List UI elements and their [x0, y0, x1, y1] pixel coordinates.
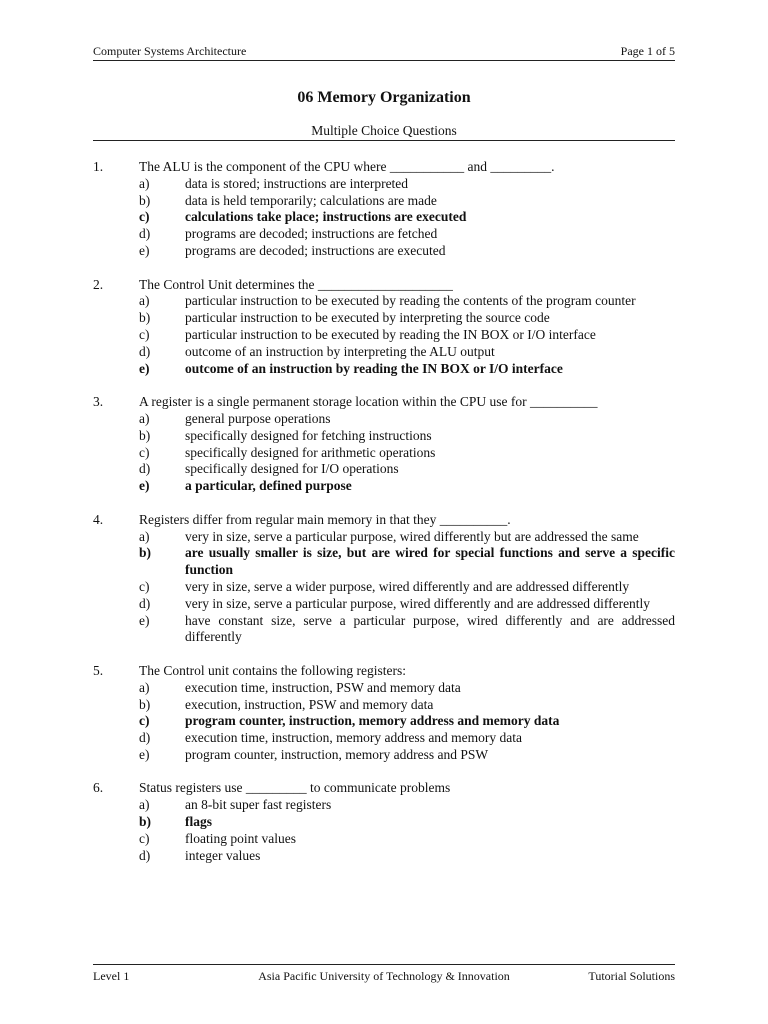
option-text: data is stored; instructions are interpreted [185, 175, 409, 191]
option-letter: e) [139, 612, 150, 628]
option-text: specifically designed for fetching instructions [185, 427, 432, 443]
option-letter: d) [139, 730, 151, 746]
option-text: flags [185, 814, 212, 830]
option-letter: d) [139, 595, 151, 611]
answer-option [139, 226, 675, 243]
option-letter: e) [139, 242, 150, 258]
option-text: very in size, serve a wider purpose, wired differently and are addressed differently [185, 578, 630, 594]
option-letter: d) [139, 461, 151, 477]
option-letter: e) [139, 360, 150, 376]
option-letter: e) [139, 478, 150, 494]
option-letter: c) [139, 578, 150, 594]
answer-option [139, 730, 675, 747]
option-letter: b) [139, 427, 151, 443]
option-text: general purpose operations [185, 410, 331, 426]
option-letter: e) [139, 746, 150, 762]
question-number: 1. [93, 159, 104, 174]
option-letter: d) [139, 343, 151, 359]
option-text: floating point values [185, 830, 296, 846]
answer-option [139, 243, 675, 260]
answer-option-correct [139, 478, 675, 495]
question-number: 4. [93, 511, 104, 527]
option-text: data is held temporarily; calculations are made [185, 192, 437, 208]
question-row [93, 277, 675, 294]
document-title: 06 Memory Organization [297, 89, 471, 106]
option-letter: b) [139, 192, 151, 208]
option-letter: b) [139, 310, 151, 326]
question-stem: A register is a single permanent storage location within the CPU use for __________ [139, 394, 598, 410]
question-3 [93, 394, 675, 495]
option-text: execution time, instruction, PSW and memory data [185, 679, 461, 695]
question-row [93, 780, 675, 797]
answer-option [139, 327, 675, 344]
option-text: execution time, instruction, memory address and memory data [185, 730, 523, 746]
answer-option-correct [139, 209, 675, 226]
question-5 [93, 663, 675, 764]
document-page [93, 0, 675, 1024]
question-row [93, 512, 675, 529]
option-text: an 8-bit super fast registers [185, 797, 332, 813]
question-row [93, 394, 675, 411]
question-number: 2. [93, 276, 104, 292]
option-letter: c) [139, 326, 150, 342]
option-letter: c) [139, 444, 150, 460]
answer-option [139, 428, 675, 445]
option-text: specifically designed for arithmetic operations [185, 444, 436, 460]
page-header [93, 42, 675, 61]
answer-option [139, 445, 675, 462]
answer-option [139, 596, 675, 613]
question-4 [93, 512, 675, 646]
option-letter: b) [139, 814, 152, 830]
option-text: programs are decoded; instructions are executed [185, 242, 446, 258]
answer-option [139, 697, 675, 714]
footer-doc-type: Tutorial Solutions [588, 969, 675, 983]
header-course: Computer Systems Architecture [93, 44, 247, 58]
option-text: program counter, instruction, memory address and PSW [185, 746, 489, 762]
option-letter: c) [139, 713, 150, 729]
question-stem: The Control Unit determines the ____________________ [139, 276, 453, 292]
answer-option [139, 747, 675, 764]
answer-option [139, 176, 675, 193]
question-stem: The Control unit contains the following registers: [139, 662, 406, 678]
option-text: very in size, serve a particular purpose, wired differently and are addressed differently [185, 595, 651, 611]
option-text: integer values [185, 847, 261, 863]
option-letter: c) [139, 209, 150, 225]
answer-option-correct [139, 713, 675, 730]
option-text: programs are decoded; instructions are fetched [185, 226, 438, 242]
answer-option [139, 310, 675, 327]
question-number: 5. [93, 662, 104, 678]
question-row [93, 159, 675, 176]
question-1 [93, 159, 675, 260]
answer-option [139, 680, 675, 697]
option-letter: d) [139, 226, 151, 242]
footer-level: Level 1 [93, 969, 130, 983]
answer-option [139, 411, 675, 428]
option-letter: b) [139, 696, 151, 712]
option-letter: b) [139, 545, 152, 561]
option-text: execution, instruction, PSW and memory data [185, 696, 434, 712]
option-text: very in size, serve a particular purpose, wired differently but are addressed the same [185, 528, 639, 544]
question-stem: Status registers use _________ to communicate problems [139, 780, 451, 796]
answer-option [139, 529, 675, 546]
option-letter: c) [139, 830, 150, 846]
answer-option [139, 613, 675, 647]
footer-institution: Asia Pacific University of Technology & Innovation [258, 969, 510, 983]
option-letter: d) [139, 847, 151, 863]
question-6 [93, 780, 675, 864]
answer-option [139, 344, 675, 361]
question-number: 3. [93, 394, 104, 410]
question-stem: Registers differ from regular main memory in that they __________. [139, 511, 511, 527]
option-text: outcome of an instruction by reading the IN BOX or I/O interface [185, 360, 563, 376]
option-text: program counter, instruction, memory address and memory data [185, 713, 560, 729]
option-letter: a) [139, 679, 150, 695]
answer-option-correct [139, 814, 675, 831]
option-text: particular instruction to be executed by reading the IN BOX or I/O interface [185, 326, 596, 342]
document-subtitle: Multiple Choice Questions [93, 122, 675, 141]
question-row [93, 663, 675, 680]
question-stem: The ALU is the component of the CPU where ___________ and _________. [139, 159, 555, 174]
page-footer [93, 964, 675, 983]
option-letter: a) [139, 293, 150, 309]
option-text: particular instruction to be executed by reading the contents of the program counter [185, 293, 636, 309]
answer-option [139, 848, 675, 865]
question-2 [93, 277, 675, 378]
question-list [93, 159, 675, 864]
option-letter: a) [139, 175, 150, 191]
option-letter: a) [139, 797, 150, 813]
answer-option [139, 193, 675, 210]
answer-option [139, 831, 675, 848]
option-text: have constant size, serve a particular purpose, wired differently and are addressed differently [185, 612, 675, 645]
option-text: calculations take place; instructions are executed [185, 209, 467, 225]
answer-option [139, 797, 675, 814]
answer-option [139, 293, 675, 310]
answer-option [139, 579, 675, 596]
option-text: are usually smaller is size, but are wired for special functions and serve a specific function [185, 545, 675, 578]
option-text: specifically designed for I/O operations [185, 461, 399, 477]
option-text: particular instruction to be executed by interpreting the source code [185, 310, 550, 326]
header-page-number: Page 1 of 5 [620, 44, 675, 58]
answer-option-correct [139, 361, 675, 378]
answer-option-correct [139, 545, 675, 579]
option-text: a particular, defined purpose [185, 478, 352, 494]
answer-option [139, 461, 675, 478]
option-letter: a) [139, 528, 150, 544]
option-text: outcome of an instruction by interpreting the ALU output [185, 343, 495, 359]
option-letter: a) [139, 410, 150, 426]
question-number: 6. [93, 780, 104, 796]
